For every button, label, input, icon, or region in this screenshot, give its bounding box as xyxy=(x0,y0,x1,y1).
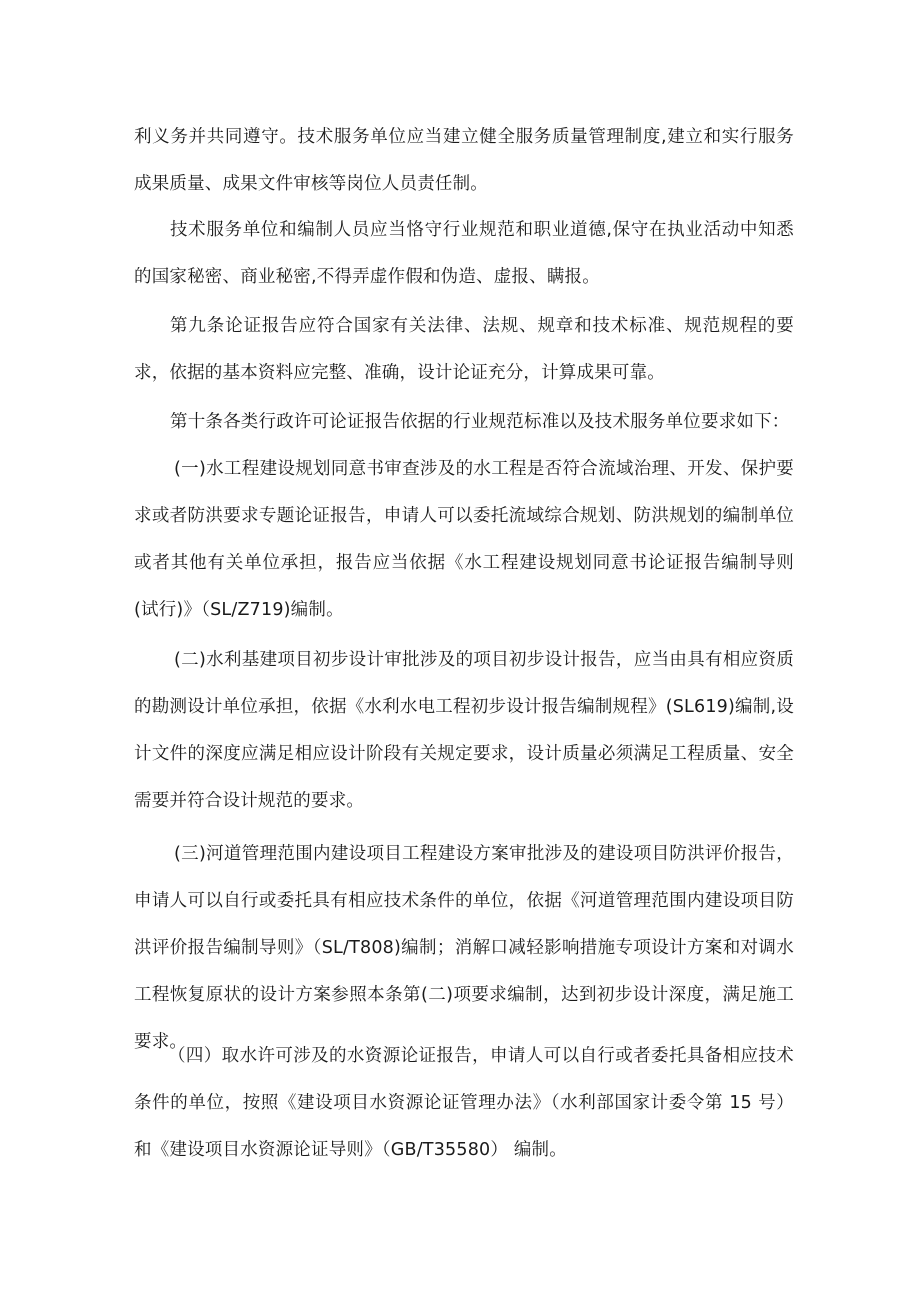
paragraph-service-responsibility: 利义务并共同遵守。技术服务单位应当建立健全服务质量管理制度,建立和实行服务成果质量、成果文件审核等岗位人员责任制。 xyxy=(134,127,794,194)
paragraph-item-3: (三)河道管理范围内建设项目工程建设方案审批涉及的建设项目防洪评价报告，申请人可以自行或委托具有相应技术条件的单位，依据《河道管理范围内建设项目防洪评价报告编制导则》（SL/T808)编制；消解口减轻影响措施专项设计方案和对调水工程恢复原状的设计方案参照本条第(二)项要求编制，达到初步设计深度，满足施工要求。 xyxy=(134,844,794,1052)
paragraph-article-9: 第九条论证报告应符合国家有关法律、法规、规章和技术标准、规范规程的要求，依据的基本资料应完整、准确，设计论证充分，计算成果可靠。 xyxy=(134,316,794,383)
paragraph-item-1: (一)水工程建设规划同意书审查涉及的水工程是否符合流域治理、开发、保护要求或者防洪要求专题论证报告，申请人可以委托流域综合规划、防洪规划的编制单位或者其他有关单位承担，报告应当依据《水工程建设规划同意书论证报告编制导则(试行)》（SL/Z719)编制。 xyxy=(134,459,794,620)
paragraph-confidentiality: 技术服务单位和编制人员应当恪守行业规范和职业道德,保守在执业活动中知悉的国家秘密、商业秘密,不得弄虚作假和伪造、虚报、瞒报。 xyxy=(134,220,794,287)
paragraph-article-10: 第十条各类行政许可论证报告依据的行业规范标准以及技术服务单位要求如下： xyxy=(170,412,790,432)
paragraph-item-4: （四）取水许可涉及的水资源论证报告，申请人可以自行或者委托具备相应技术条件的单位，按照《建设项目水资源论证管理办法》（水利部国家计委令第 15 号）和《建设项目水资源论证导则》（GB/T35580） 编制。 xyxy=(134,1046,794,1160)
paragraph-item-2: (二)水利基建项目初步设计审批涉及的项目初步设计报告，应当由具有相应资质的勘测设计单位承担，依据《水利水电工程初步设计报告编制规程》(SL619)编制,设计文件的深度应满足相应设计阶段有关规定要求，设计质量必须满足工程质量、安全需要并符合设计规范的要求。 xyxy=(134,650,794,811)
